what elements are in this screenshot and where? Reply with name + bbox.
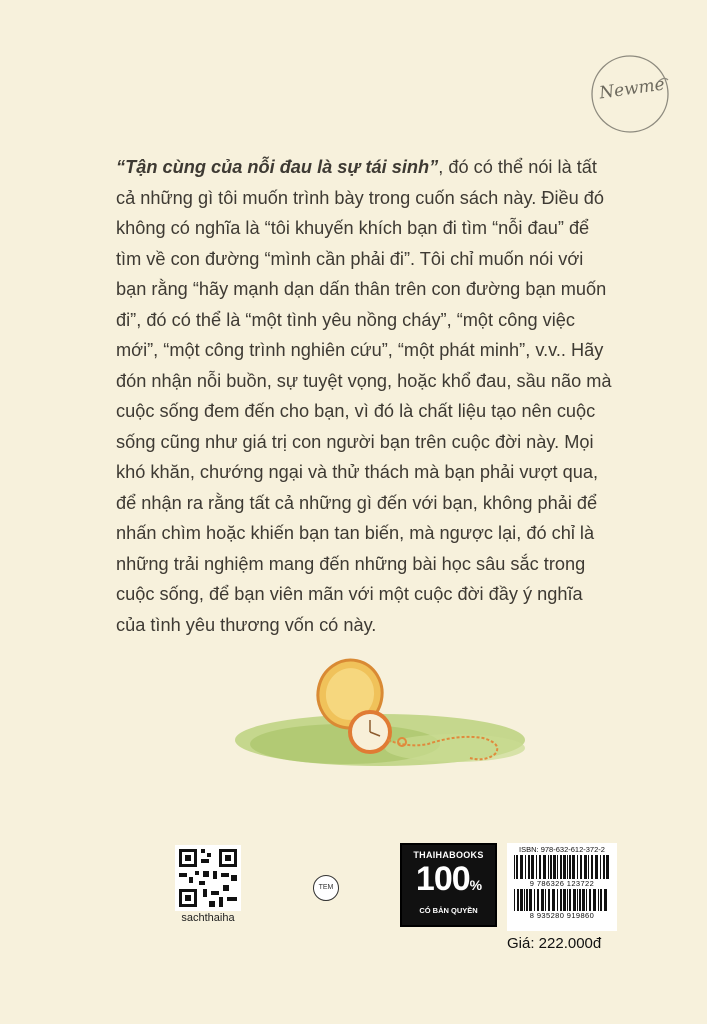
isbn-label: ISBN: 978-632-612-372-2	[519, 845, 605, 854]
newme-logo	[588, 52, 672, 136]
qr-code[interactable]	[170, 845, 246, 927]
pocket-watch-illustration	[230, 648, 550, 778]
tem-stamp: TEM	[313, 875, 339, 901]
ean-barcode-icon	[512, 889, 612, 911]
price: Giá: 222.000đ	[507, 935, 602, 952]
copyright-brand: THAIHABOOKS	[413, 850, 484, 860]
percent-value: 100	[415, 860, 470, 898]
barcode-panel	[507, 843, 617, 931]
isbn-digits: 9 786326 123722	[529, 879, 595, 888]
percent-sign: %	[469, 877, 482, 893]
isbn-barcode-icon	[512, 855, 612, 879]
back-cover-paragraph	[116, 152, 616, 640]
copyright-badge	[400, 843, 497, 927]
lead-quote: “Tận cùng của nỗi đau là sự tái sinh”	[116, 157, 439, 177]
paragraph-text: , đó có thể nói là tất cả những gì tôi muốn trình bày trong cuốn sách này. Điều đó không có nghĩa là “tôi khuyến khích bạn đi tìm “nỗi đau” để tìm về con đường “mình cần phải đi”. Tôi chỉ muốn nói với bạn rằng “hãy mạnh dạn dấn thân trên con đường bạn muốn đi”, đó có thể là “một tình yêu nồng cháy”, “một công việc mới”, “một công trình nghiên cứu”, “một phát minh”, v.v.. Hãy đón nhận nỗi buồn, sự tuyệt vọng, hoặc khổ đau, sầu não mà cuộc sống đem đến cho bạn, vì đó là chất liệu tạo nên cuộc sống cũng như giá trị con người bạn trên cuộc đời này. Mọi khó khăn, chướng ngại và thử thách mà bạn phải vượt qua, để nhận ra rằng tất cả những gì đến với bạn, không phải để nhấn chìm hoặc khiến bạn tan biến, mà ngược lại, đó chỉ là những trải nghiệm mang đến những bài học sâu sắc trong cuộc sống, để bạn viên mãn với một cuộc đời đầy ý nghĩa của tình yêu thương vốn có này.	[116, 157, 612, 635]
copyright-note: CÓ BẢN QUYỀN	[419, 906, 478, 915]
qr-code-image	[175, 845, 241, 911]
back-cover-text	[116, 152, 616, 640]
copyright-percent	[402, 860, 495, 904]
qr-label: sachthaiha	[181, 912, 235, 924]
logo-text: Newme	[598, 74, 666, 104]
ean-digits: 8 935280 919860	[529, 911, 595, 920]
